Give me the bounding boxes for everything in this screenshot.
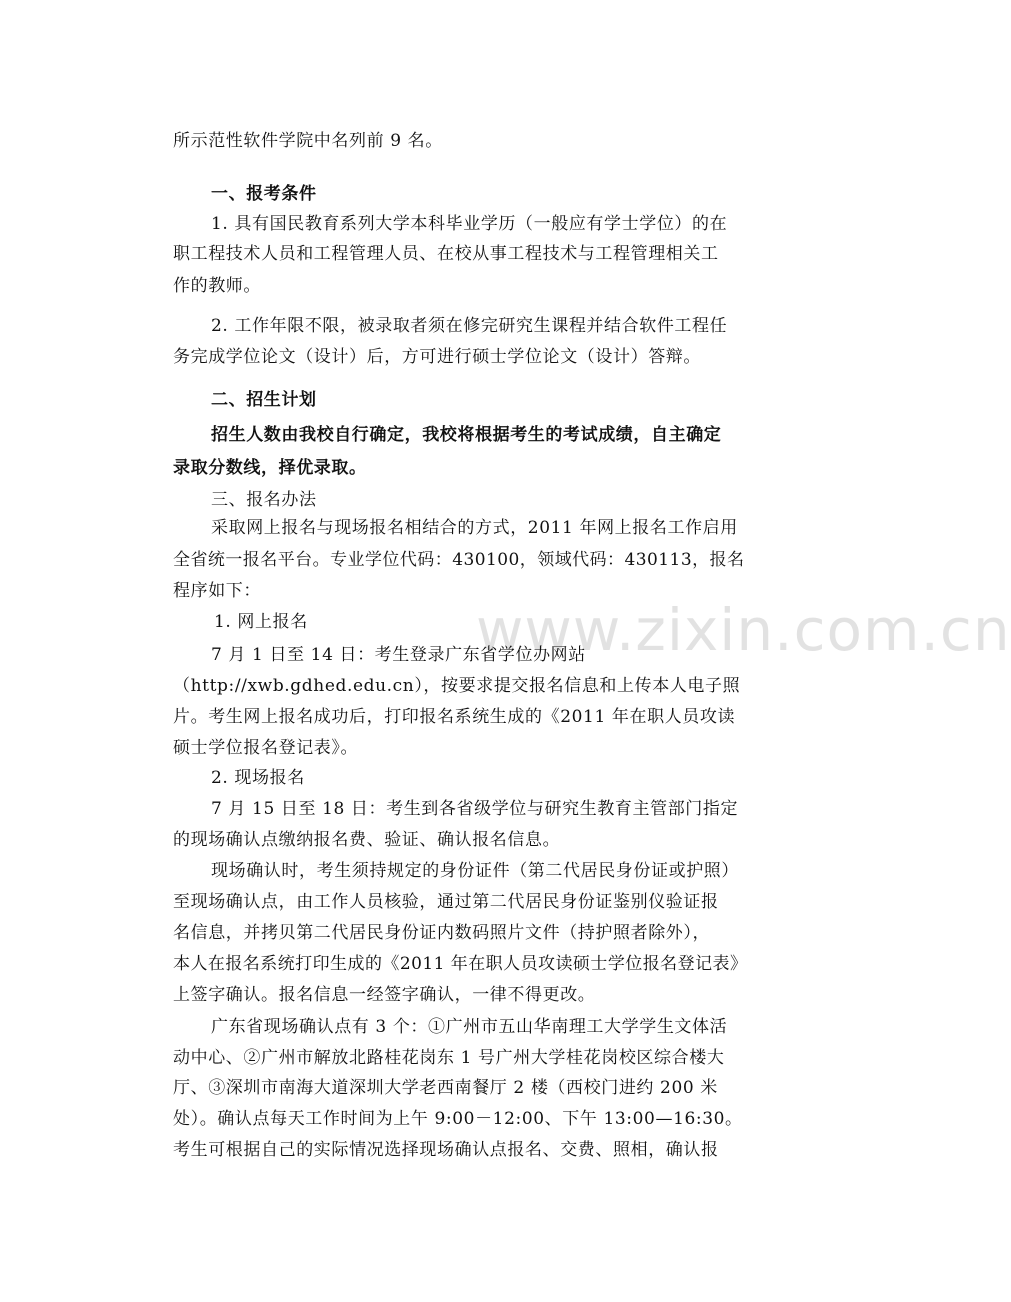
text-line: 至现场确认点，由工作人员核验，通过第二代居民身份证鉴别仪验证报 (173, 892, 719, 912)
text-line: 上签字确认。报名信息一经签字确认，一律不得更改。 (173, 985, 596, 1005)
text-line: 7 月 1 日至 14 日：考生登录广东省学位办网站 (211, 645, 586, 665)
section-heading: 三、报名办法 (211, 490, 317, 510)
text-line: 的现场确认点缴纳报名费、验证、确认报名信息。 (173, 830, 561, 850)
bold-text-line: 招生人数由我校自行确定，我校将根据考生的考试成绩，自主确定 (211, 425, 722, 445)
section-heading: 一、报考条件 (211, 184, 317, 204)
text-line: 1. 具有国民教育系列大学本科毕业学历（一般应有学士学位）的在 (211, 214, 728, 234)
text-line: 硕士学位报名登记表》。 (173, 738, 359, 758)
watermark: www.zixin.com.cn (476, 596, 1011, 664)
section-heading: 二、招生计划 (211, 390, 317, 410)
text-line: 处）。确认点每天工作时间为上午 9:00－12:00、下午 13:00—16:30。 (173, 1109, 743, 1129)
text-line: 现场确认时，考生须持规定的身份证件（第二代居民身份证或护照） (211, 861, 739, 881)
text-line: 名信息，并拷贝第二代居民身份证内数码照片文件（持护照者除外）， (173, 923, 711, 943)
bold-text-line: 录取分数线，择优录取。 (173, 458, 367, 478)
subsection-heading: 2. 现场报名 (211, 768, 305, 788)
text-line: 2. 工作年限不限，被录取者须在修完研究生课程并结合软件工程任 (211, 316, 728, 336)
text-line: 片。考生网上报名成功后，打印报名系统生成的《2011 年在职人员攻读 (173, 707, 736, 727)
text-line: 7 月 15 日至 18 日：考生到各省级学位与研究生教育主管部门指定 (211, 799, 739, 819)
text-line: 所示范性软件学院中名列前 9 名。 (173, 131, 443, 151)
text-line: 全省统一报名平台。专业学位代码：430100，领域代码：430113，报名 (173, 550, 745, 570)
text-line: 考生可根据自己的实际情况选择现场确认点报名、交费、照相，确认报 (173, 1140, 719, 1160)
text-line: 动中心、②广州市解放北路桂花岗东 1 号广州大学桂花岗校区综合楼大 (173, 1048, 725, 1068)
text-line: 务完成学位论文（设计）后，方可进行硕士学位论文（设计）答辩。 (173, 347, 701, 367)
text-line: 职工程技术人员和工程管理人员、在校从事工程技术与工程管理相关工 (173, 244, 719, 264)
text-line: 作的教师。 (173, 276, 261, 296)
subsection-heading: 1. 网上报名 (214, 612, 308, 632)
text-line: 厅、③深圳市南海大道深圳大学老西南餐厅 2 楼（西校门进约 200 米 (173, 1078, 718, 1098)
text-line: 采取网上报名与现场报名相结合的方式，2011 年网上报名工作启用 (211, 518, 738, 538)
text-line: 本人在报名系统打印生成的《2011 年在职人员攻读硕士学位报名登记表》 (173, 954, 748, 974)
text-line: 程序如下： (173, 581, 261, 601)
text-line: 广东省现场确认点有 3 个：①广州市五山华南理工大学学生文体活 (211, 1017, 728, 1037)
text-line: （http://xwb.gdhed.edu.cn），按要求提交报名信息和上传本人电子照 (173, 676, 741, 696)
